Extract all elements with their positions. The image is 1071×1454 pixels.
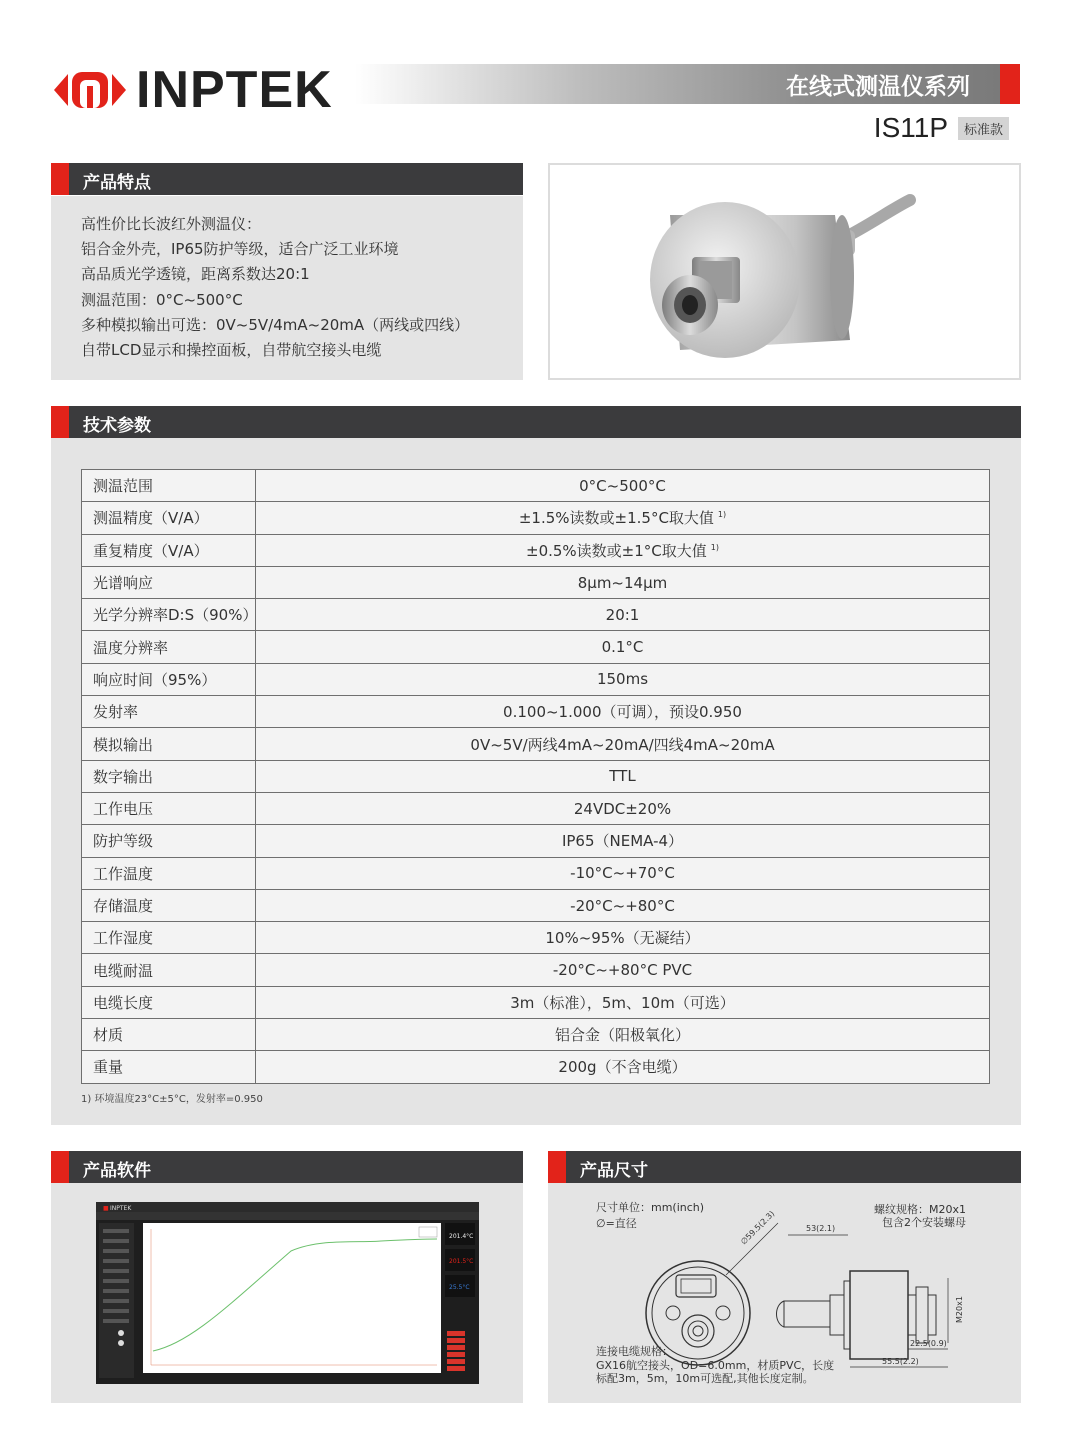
app-brand-text: ■	[103, 1205, 109, 1212]
spec-row	[82, 566, 990, 598]
spec-key: 数字输出	[82, 760, 256, 792]
feature-item: 铝合金外壳，IP65防护等级，适合广泛工业环境	[81, 240, 399, 259]
spec-value	[256, 1019, 990, 1051]
spec-footnote-ref: 1)	[717, 510, 727, 520]
feature-item: 多种模拟输出可选：0V~5V/4mA~20mA（两线或四线）	[81, 315, 470, 334]
software-screenshot	[51, 1183, 523, 1403]
spec-value-text: 20:1	[605, 605, 640, 624]
specs-panel	[51, 438, 1021, 1125]
spec-value	[256, 825, 990, 857]
spec-row	[82, 534, 990, 566]
spec-value-text: ±1.5%读数或±1.5°C取大值	[518, 509, 714, 528]
spec-row	[82, 760, 990, 792]
spec-key: 防护等级	[82, 825, 256, 857]
spec-key: 响应时间（95%）	[82, 663, 256, 695]
spec-key: 重量	[82, 1051, 256, 1083]
thread-title: 螺纹规格：M20x1	[874, 1203, 966, 1216]
brand-logo	[50, 60, 333, 120]
sensor-image	[550, 165, 1019, 378]
spec-value-text: 铝合金（阳极氧化）	[554, 1026, 690, 1045]
spec-row	[82, 502, 990, 534]
spec-row	[82, 470, 990, 502]
spec-key: 重复精度（V/A）	[82, 534, 256, 566]
spec-key: 测温精度（V/A）	[82, 502, 256, 534]
spec-value	[256, 502, 990, 534]
spec-value	[256, 599, 990, 631]
cable-line-1: GX16航空接头，OD=6.0mm，材质PVC，长度	[596, 1359, 835, 1372]
spec-value	[256, 760, 990, 792]
readout-1: 201.4°C	[449, 1233, 474, 1240]
spec-value	[256, 889, 990, 921]
dim-diameter: ∅59.5(2.3)	[739, 1209, 777, 1247]
software-panel	[51, 1183, 523, 1403]
features-list	[81, 212, 493, 363]
spec-value-text: 24VDC±20%	[573, 799, 672, 818]
spec-value	[256, 857, 990, 889]
spec-row	[82, 857, 990, 889]
spec-value-text: 0V~5V/两线4mA~20mA/四线4mA~20mA	[470, 735, 775, 754]
features-header	[51, 163, 523, 195]
spec-key: 测温范围	[82, 470, 256, 502]
spec-footnote: 1) 环境温度23°C±5°C，发射率=0.950	[81, 1094, 263, 1105]
spec-key: 工作湿度	[82, 922, 256, 954]
spec-value-text: -20°C~+80°C PVC	[552, 961, 693, 980]
dimensions-panel	[548, 1183, 1021, 1403]
feature-item: 测温范围：0°C~500°C	[81, 290, 243, 309]
feature-item: 自带LCD显示和操控面板，自带航空接头电缆	[81, 341, 382, 360]
features-title: 产品特点	[83, 173, 151, 193]
spec-value-text: 10%~95%（无凝结）	[545, 929, 700, 948]
spec-value	[256, 696, 990, 728]
spec-value-text: ±0.5%读数或±1°C取大值	[526, 541, 707, 560]
product-photo	[548, 163, 1021, 380]
readout-2: 201.5°C	[449, 1258, 474, 1265]
cable-title: 连接电缆规格：	[596, 1345, 673, 1358]
spec-value-text: -10°C~+70°C	[570, 864, 675, 883]
spec-value-text: 200g（不含电缆）	[558, 1058, 687, 1077]
spec-key: 工作电压	[82, 792, 256, 824]
spec-row	[82, 599, 990, 631]
spec-value-text: IP65（NEMA-4）	[561, 832, 684, 851]
cable-line-2: 标配3m，5m，10m可选配,其他长度定制。	[596, 1372, 814, 1385]
spec-row	[82, 792, 990, 824]
spec-key: 模拟输出	[82, 728, 256, 760]
spec-key: 电缆长度	[82, 986, 256, 1018]
spec-value-text: 0.100~1.000（可调），预设0.950	[503, 703, 742, 722]
feature-item: 高品质光学透镜，距离系数达20:1	[81, 265, 310, 284]
spec-row	[82, 889, 990, 921]
spec-value-text: TTL	[609, 767, 636, 786]
spec-value-text: 8μm~14μm	[577, 573, 668, 592]
spec-value	[256, 534, 990, 566]
inptek-logo-icon	[50, 66, 130, 114]
spec-row	[82, 922, 990, 954]
spec-key: 存储温度	[82, 889, 256, 921]
dim-thread: M20x1	[955, 1296, 964, 1323]
series-accent	[1000, 64, 1020, 104]
spec-key: 工作温度	[82, 857, 256, 889]
spec-row	[82, 1019, 990, 1051]
dim-nut: 22.5(0.9)	[910, 1339, 947, 1348]
series-title: 在线式测温仪系列	[786, 74, 970, 100]
spec-row	[82, 986, 990, 1018]
unit-note: 尺寸单位：mm(inch)	[596, 1201, 705, 1214]
dim-length: 53(2.1)	[806, 1224, 836, 1233]
spec-value-text: 150ms	[596, 670, 649, 689]
spec-value-text: 3m（标准），5m、10m（可选）	[510, 993, 735, 1012]
dim-total: 55.5(2.2)	[882, 1357, 919, 1366]
spec-key: 温度分辨率	[82, 631, 256, 663]
dimensions-title: 产品尺寸	[580, 1161, 648, 1181]
spec-value	[256, 566, 990, 598]
brand-name: INPTEK	[136, 61, 333, 119]
dimensions-header	[548, 1151, 1021, 1183]
readout-3: 25.5°C	[449, 1284, 470, 1291]
spec-value	[256, 631, 990, 663]
series-banner	[355, 64, 1000, 104]
features-panel	[51, 196, 523, 380]
software-title: 产品软件	[83, 1161, 151, 1181]
software-header	[51, 1151, 523, 1183]
spec-value	[256, 728, 990, 760]
spec-row	[82, 663, 990, 695]
spec-value	[256, 986, 990, 1018]
spec-row	[82, 728, 990, 760]
spec-value	[256, 663, 990, 695]
spec-value-text: 0.1°C	[601, 638, 644, 657]
spec-value	[256, 922, 990, 954]
spec-value	[256, 954, 990, 986]
spec-row	[82, 825, 990, 857]
spec-value	[256, 792, 990, 824]
model-number: IS11P	[873, 112, 948, 143]
spec-key: 发射率	[82, 696, 256, 728]
spec-key: 光学分辨率D:S（90%）	[82, 599, 256, 631]
spec-footnote-ref: 1)	[710, 542, 719, 552]
feature-item: 高性价比长波红外测温仪：	[81, 215, 262, 233]
spec-value-text: -20°C~+80°C	[570, 896, 675, 915]
specs-header	[51, 406, 1021, 438]
spec-key: 材质	[82, 1019, 256, 1051]
spec-value	[256, 470, 990, 502]
spec-row	[82, 631, 990, 663]
spec-value	[256, 1051, 990, 1083]
spec-row	[82, 696, 990, 728]
variant-badge: 标准款	[958, 117, 1009, 140]
diameter-note: ∅=直径	[596, 1217, 637, 1230]
spec-table	[81, 469, 990, 1084]
spec-key: 光谱响应	[82, 566, 256, 598]
spec-row	[82, 954, 990, 986]
app-brand: INPTEK	[110, 1205, 132, 1212]
spec-row	[82, 1051, 990, 1083]
spec-value-text: 0°C~500°C	[579, 476, 666, 495]
spec-key: 电缆耐温	[82, 954, 256, 986]
specs-title: 技术参数	[83, 416, 151, 436]
thread-sub: 包含2个安装螺母	[882, 1216, 966, 1229]
